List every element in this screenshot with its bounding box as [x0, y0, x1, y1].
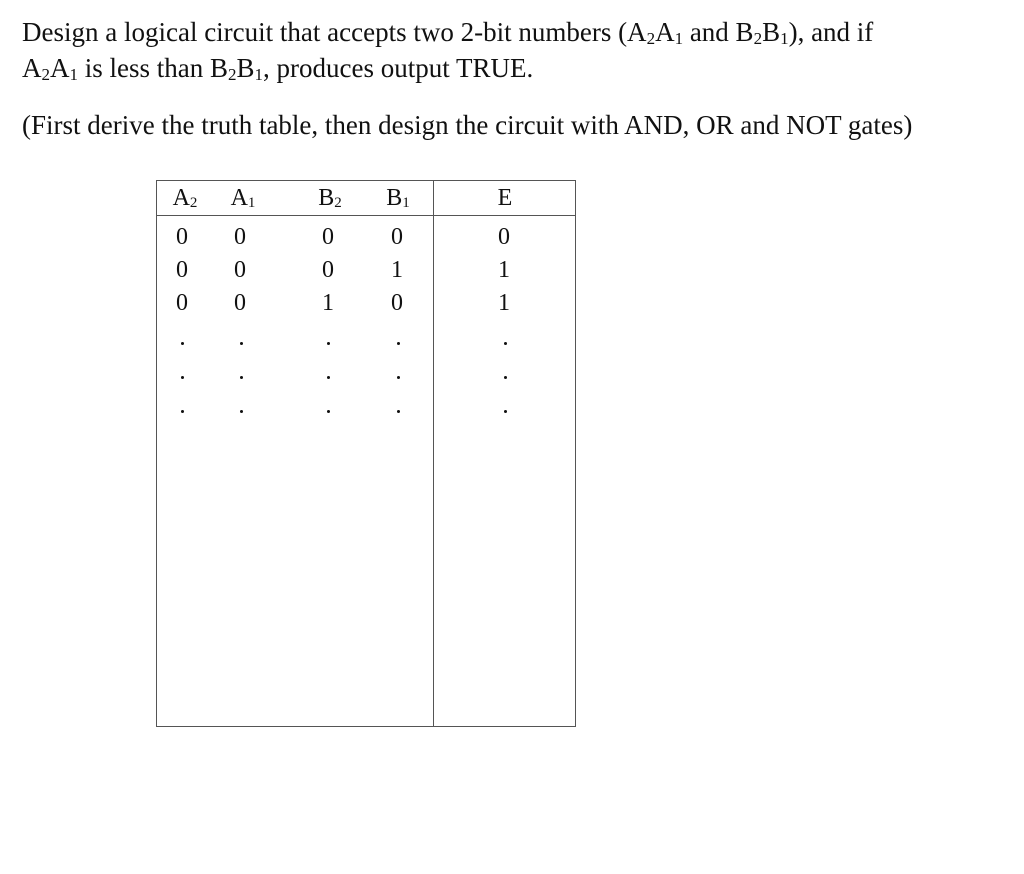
subscript: 1 [69, 65, 78, 84]
cell-r0-a2: 0 [176, 224, 188, 250]
cell-r0-b2: 0 [322, 224, 334, 250]
text-run: A [50, 53, 70, 83]
cell-r0-a1: 0 [234, 224, 246, 250]
ellipsis-dot [181, 342, 184, 345]
cell-r0-b1: 0 [391, 224, 403, 250]
text-run: and B [683, 17, 754, 47]
header-divider [157, 215, 575, 216]
header-letter: A [230, 185, 248, 211]
subscript: 1 [254, 65, 264, 84]
subscript: 1 [780, 29, 789, 48]
ellipsis-dot [240, 410, 243, 413]
header-a2 [155, 183, 215, 213]
header-a1 [213, 183, 273, 213]
cell-r0-e: 0 [498, 224, 510, 250]
cell-r1-b1: 1 [391, 257, 403, 283]
subscript: 2 [646, 29, 656, 48]
subscript: 2 [41, 65, 50, 84]
subscript: 2 [228, 65, 237, 84]
subscript: 1 [674, 29, 684, 48]
problem-line-1 [22, 14, 1012, 50]
ellipsis-dot [504, 376, 507, 379]
header-b2 [300, 183, 360, 213]
header-subscript: 1 [402, 195, 410, 211]
text-run: B [236, 53, 255, 83]
header-subscript: 2 [189, 195, 198, 211]
cell-r2-a2: 0 [176, 290, 188, 316]
ellipsis-dot [397, 410, 400, 413]
header-e [475, 183, 535, 213]
text-run: is less than B [78, 53, 229, 83]
header-letter: B [386, 185, 403, 211]
problem-line-2 [22, 50, 1012, 86]
header-b1 [368, 183, 428, 213]
ellipsis-dot [397, 342, 400, 345]
cell-r2-b1: 0 [391, 290, 403, 316]
ellipsis-dot [327, 376, 330, 379]
ellipsis-dot [504, 410, 507, 413]
cell-r1-b2: 0 [322, 257, 334, 283]
output-column-divider [433, 181, 434, 726]
ellipsis-dot [240, 376, 243, 379]
text-run: Design a logical circuit that accepts two 2-bit numbers (A [22, 17, 647, 47]
truth-table [156, 180, 576, 727]
header-subscript: 1 [247, 195, 256, 211]
header-letter: A [172, 185, 190, 211]
problem-statement [22, 14, 1012, 86]
ellipsis-dot [397, 376, 400, 379]
text-run: ), and if [788, 17, 874, 47]
cell-r1-e: 1 [498, 257, 510, 283]
ellipsis-dot [327, 342, 330, 345]
cell-r1-a1: 0 [234, 257, 246, 283]
ellipsis-dot [327, 410, 330, 413]
instruction-text: (First derive the truth table, then design the circuit with AND, OR and NOT gates) [22, 110, 913, 140]
cell-r2-a1: 0 [234, 290, 246, 316]
cell-r2-e: 1 [498, 290, 510, 316]
ellipsis-dot [181, 410, 184, 413]
ellipsis-dot [504, 342, 507, 345]
text-run: A [22, 53, 42, 83]
text-run: B [762, 17, 781, 47]
subscript: 2 [753, 29, 763, 48]
ellipsis-dot [240, 342, 243, 345]
cell-r1-a2: 0 [176, 257, 188, 283]
header-subscript: 2 [334, 195, 342, 211]
text-run: , produces output TRUE. [263, 53, 534, 83]
ellipsis-dot [181, 376, 184, 379]
cell-r2-b2: 1 [322, 290, 334, 316]
header-letter: B [318, 185, 335, 211]
header-letter: E [497, 185, 513, 211]
text-run: A [655, 17, 675, 47]
